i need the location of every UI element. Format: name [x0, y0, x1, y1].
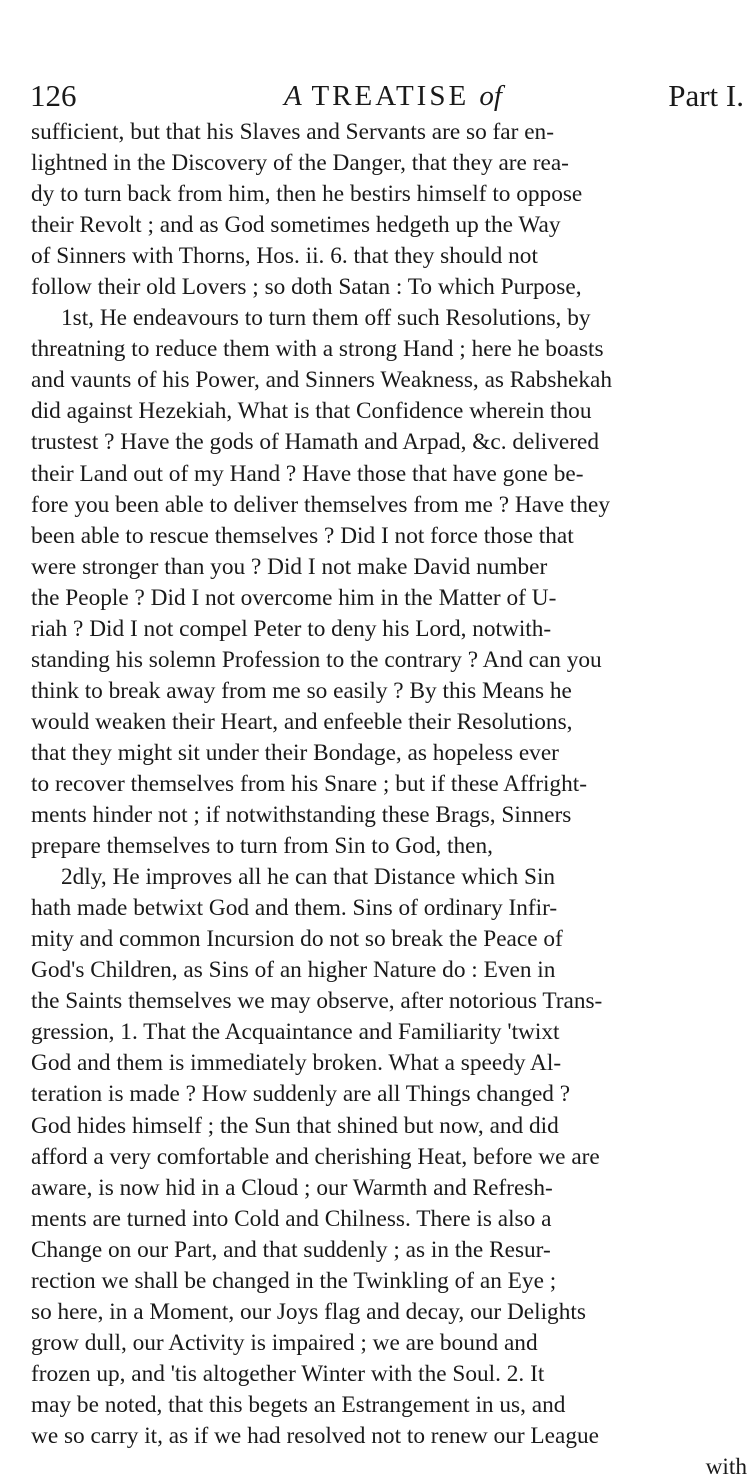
text-line: that they might sit under their Bondage, as hopeless ever — [31, 739, 559, 766]
text-line: trustest ? Have the gods of Hamath and Arpad, &c. delivered — [31, 429, 600, 456]
text-line: with — [705, 1454, 747, 1481]
text-line: their Revolt ; and as God sometimes hedgeth up the Way — [31, 212, 561, 239]
text-line: Change on our Part, and that suddenly ; as in the Resur- — [31, 1236, 551, 1263]
text-line: been able to rescue themselves ? Did I not force those that — [31, 522, 574, 549]
text-line: threatning to reduce them with a strong Hand ; here he boasts — [31, 336, 604, 363]
text-line: frozen up, and 'tis altogether Winter with the Soul. 2. It — [31, 1360, 545, 1387]
running-title-article: A — [284, 80, 302, 112]
running-header — [30, 76, 744, 116]
text-line: and vaunts of his Power, and Sinners Weakness, as Rabshekah — [31, 367, 613, 394]
page-number: 126 — [30, 78, 77, 113]
text-line: may be noted, that this begets an Estrangement in us, and — [31, 1391, 566, 1418]
text-line: the People ? Did I not overcome him in the Matter of U- — [31, 584, 557, 611]
text-block — [31, 117, 747, 1483]
text-line: sufficient, but that his Slaves and Servants are so far en- — [31, 119, 554, 145]
text-line: fore you been able to deliver themselves from me ? Have they — [31, 491, 610, 518]
text-line: gression, 1. That the Acquaintance and Familiarity 'twixt — [31, 1019, 560, 1046]
text-line: ments hinder not ; if notwithstanding these Brags, Sinners — [31, 802, 572, 829]
text-line: lightned in the Discovery of the Danger, that they are rea- — [31, 150, 569, 177]
text-line: their Land out of my Hand ? Have those that have gone be- — [31, 460, 584, 487]
text-line: rection we shall be changed in the Twinkling of an Eye ; — [31, 1267, 557, 1294]
text-line: follow their old Lovers ; so doth Satan : To which Purpose, — [31, 274, 582, 301]
text-line: afford a very comfortable and cherishing Heat, before we are — [31, 1143, 600, 1170]
text-line: we so carry it, as if we had resolved not to renew our League — [31, 1422, 599, 1449]
text-line: did against Hezekiah, What is that Confidence wherein thou — [31, 398, 592, 425]
text-line: of Sinners with Thorns, Hos. ii. 6. that they should not — [31, 243, 538, 270]
text-line: God and them is immediately broken. What a speedy Al- — [31, 1050, 562, 1077]
text-line: so here, in a Moment, our Joys flag and decay, our Delights — [31, 1298, 586, 1325]
text-line: God's Children, as Sins of an higher Nature do : Even in — [31, 957, 556, 984]
running-title-of: of — [479, 80, 502, 112]
text-line: riah ? Did I not compel Peter to deny his Lord, notwith- — [31, 615, 552, 642]
text-line: mity and common Incursion do not so break the Peace of — [31, 926, 563, 953]
text-line: think to break away from me so easily ? By this Means he — [31, 677, 572, 704]
text-line: to recover themselves from his Snare ; but if these Affright- — [31, 770, 587, 797]
text-line: standing his solemn Profession to the contrary ? And can you — [31, 646, 602, 673]
part-label: Part I. — [668, 78, 744, 113]
text-line: God hides himself ; the Sun that shined but now, and did — [31, 1112, 559, 1139]
text-line: would weaken their Heart, and enfeeble their Resolutions, — [31, 708, 573, 735]
running-title-word: TREATISE — [311, 80, 470, 112]
text-line: grow dull, our Activity is impaired ; we are bound and — [31, 1329, 538, 1356]
text-line: aware, is now hid in a Cloud ; our Warmth and Refresh- — [31, 1174, 553, 1201]
running-title — [284, 76, 502, 116]
text-line: teration is made ? How suddenly are all Things changed ? — [31, 1081, 571, 1108]
text-line: ments are turned into Cold and Chilness. There is also a — [31, 1205, 552, 1232]
text-line: were stronger than you ? Did I not make David number — [31, 553, 548, 580]
text-line: prepare themselves to turn from Sin to God, then, — [31, 833, 493, 860]
text-line: 2dly, He improves all he can that Distance which Sin — [61, 864, 556, 891]
text-line: the Saints themselves we may observe, after notorious Trans- — [31, 988, 603, 1015]
text-line: 1st, He endeavours to turn them off such Resolutions, by — [61, 305, 591, 332]
text-line: hath made betwixt God and them. Sins of ordinary Infir- — [31, 895, 558, 922]
text-line: dy to turn back from him, then he bestirs himself to oppose — [31, 181, 583, 208]
